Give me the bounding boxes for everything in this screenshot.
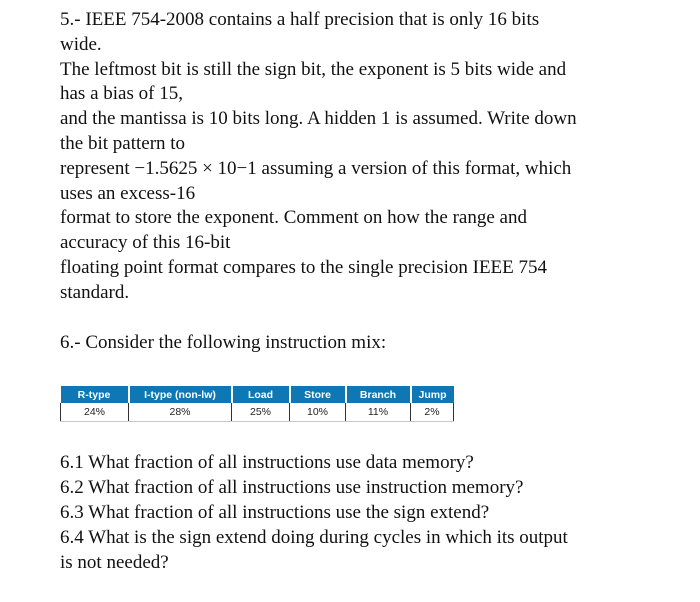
header-branch: Branch — [346, 386, 411, 403]
header-store: Store — [290, 386, 346, 403]
header-r-type: R-type — [61, 386, 129, 403]
subquestion-6-4-cont: is not needed? — [60, 551, 169, 573]
q5-line: floating point format compares to the single precision IEEE 754 — [60, 256, 548, 278]
subquestion-6-2: 6.2 What fraction of all instructions use instruction memory? — [60, 477, 524, 499]
subquestion-6-4: 6.4 What is the sign extend doing during cycles in which its output — [60, 526, 568, 548]
question-6-subquestions — [60, 451, 680, 575]
cell-branch: 11% — [346, 403, 411, 422]
q5-line: has a bias of 15, — [60, 83, 183, 105]
question-5-text — [60, 8, 680, 306]
subquestion-6-1: 6.1 What fraction of all instructions use data memory? — [60, 452, 474, 474]
header-jump: Jump — [411, 386, 454, 403]
cell-load: 25% — [232, 403, 290, 422]
question-6-heading: 6.- Consider the following instruction mix: — [60, 331, 387, 353]
table-header-row — [61, 386, 454, 403]
q5-line: 5.- IEEE 754-2008 contains a half precision that is only 16 bits — [60, 9, 540, 30]
cell-jump: 2% — [411, 403, 454, 422]
cell-store: 10% — [290, 403, 346, 422]
instruction-mix-table — [60, 386, 454, 422]
header-i-type: I-type (non-lw) — [129, 386, 232, 403]
subquestion-6-3: 6.3 What fraction of all instructions use the sign extend? — [60, 501, 490, 523]
q5-line: represent −1.5625 × 10−1 assuming a version of this format, which — [60, 157, 572, 179]
cell-i-type: 28% — [129, 403, 232, 422]
document-page — [60, 8, 680, 575]
q5-line: The leftmost bit is still the sign bit, the exponent is 5 bits wide and — [60, 58, 567, 80]
q5-line: the bit pattern to — [60, 132, 186, 154]
q5-line: standard. — [60, 281, 130, 303]
q5-line: uses an excess-16 — [60, 182, 196, 204]
q5-line: wide. — [60, 33, 102, 55]
q5-line: and the mantissa is 10 bits long. A hidden 1 is assumed. Write down — [60, 108, 577, 130]
table-row — [61, 403, 454, 422]
header-load: Load — [232, 386, 290, 403]
q5-line: format to store the exponent. Comment on how the range and — [60, 207, 527, 229]
q5-line: accuracy of this 16-bit — [60, 232, 231, 254]
cell-r-type: 24% — [61, 403, 129, 422]
